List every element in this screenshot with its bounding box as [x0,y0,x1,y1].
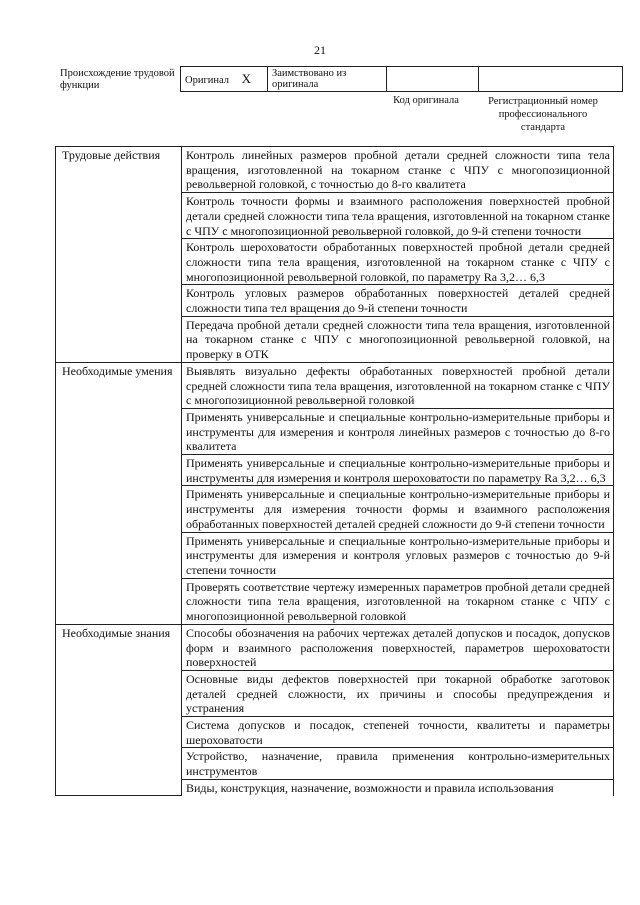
section-item: Передача пробной детали средней сложности типа тела вращения, изготовленной на токарном станке с ЧПУ с многопозиционной револьверной головкой, на проверку в ОТК [182,316,614,362]
section-item: Система допусков и посадок, степеней точности, квалитеты и параметры шероховатости [182,717,614,748]
origin-table [180,66,623,92]
original-label: Оригинал [185,75,229,86]
reg-number-cell [479,67,623,92]
functions-table [55,146,614,796]
section-item: Контроль угловых размеров обработанных поверхностей деталей средней сложности типа тел вращения до 9-й степени точности [182,285,614,316]
section-title: Трудовые действия [56,147,182,363]
section-item: Способы обозначения на рабочих чертежах деталей допусков и посадок, допусков форм и взаимного расположения поверхностей, параметров шероховатости поверхностей [182,624,614,670]
section-item: Основные виды дефектов поверхностей при токарной обработке заготовок деталей средней сложности, их причины и способы предупреждения и устранения [182,670,614,716]
table-row [56,147,614,193]
section-item: Проверять соответствие чертежу измеренных параметров пробной детали средней сложности типа тела вращения, изготовленной на токарном станке с ЧПУ с многопозиционной револьверной головкой [182,578,614,624]
origin-label: Происхождение трудовой функции [60,68,175,91]
section-title: Необходимые умения [56,362,182,624]
section-item: Применять универсальные и специальные контрольно-измерительные приборы и инструменты для измерения и контроля шероховатости по параметру Ra 3,2… 6,3 [182,455,614,486]
page-number: 21 [314,43,326,57]
original-mark: X [241,71,252,86]
original-cell [181,67,268,92]
section-item: Применять универсальные и специальные контрольно-измерительные приборы и инструменты для измерения и контроля угловых размеров с точностью до 9-й степени точности [182,532,614,578]
section-item: Контроль шероховатости обработанных поверхностей пробной детали средней сложности типа тела вращения, изготовленной на токарном станке с ЧПУ с многопозиционной револьверной головкой, по параметру Ra 3,2… 6,3 [182,239,614,285]
section-item: Устройство, назначение, правила применения контрольно-измерительных инструментов [182,748,614,779]
section-item: Виды, конструкция, назначение, возможности и правила использования [182,779,614,795]
table-row [56,362,614,408]
section-title: Необходимые знания [56,624,182,795]
section-item: Применять универсальные и специальные контрольно-измерительные приборы и инструменты для измерения и контроля линейных размеров с точностью до 8-го квалитета [182,408,614,454]
borrowed-cell: Заимствовано из оригинала [268,67,387,92]
table-row [56,624,614,670]
section-item: Выявлять визуально дефекты обработанных поверхностей пробной детали средней сложности типа тела вращения, изготовленной на токарном станке с ЧПУ с многопозиционной револьверной головкой [182,362,614,408]
section-item: Применять универсальные и специальные контрольно-измерительные приборы и инструменты для измерения точности формы и взаимного расположения обработанных поверхностей деталей средней сложности до 9-й степени точности [182,486,614,532]
section-item: Контроль точности формы и взаимного расположения поверхностей пробной детали средней сложности типа тела вращения, изготовленной на токарном станке с ЧПУ с многопозиционной револьверной головкой, до 9-й степени точности [182,193,614,239]
code-caption: Код оригинала [393,95,459,106]
code-cell [387,67,479,92]
reg-caption: Регистрационный номер профессионального стандарта [488,96,598,133]
section-item: Контроль линейных размеров пробной детали средней сложности типа тела вращения, изготовленной на токарном станке с ЧПУ с многопозиционной револьверной головкой, с точностью до 8-го квалитета [182,147,614,193]
